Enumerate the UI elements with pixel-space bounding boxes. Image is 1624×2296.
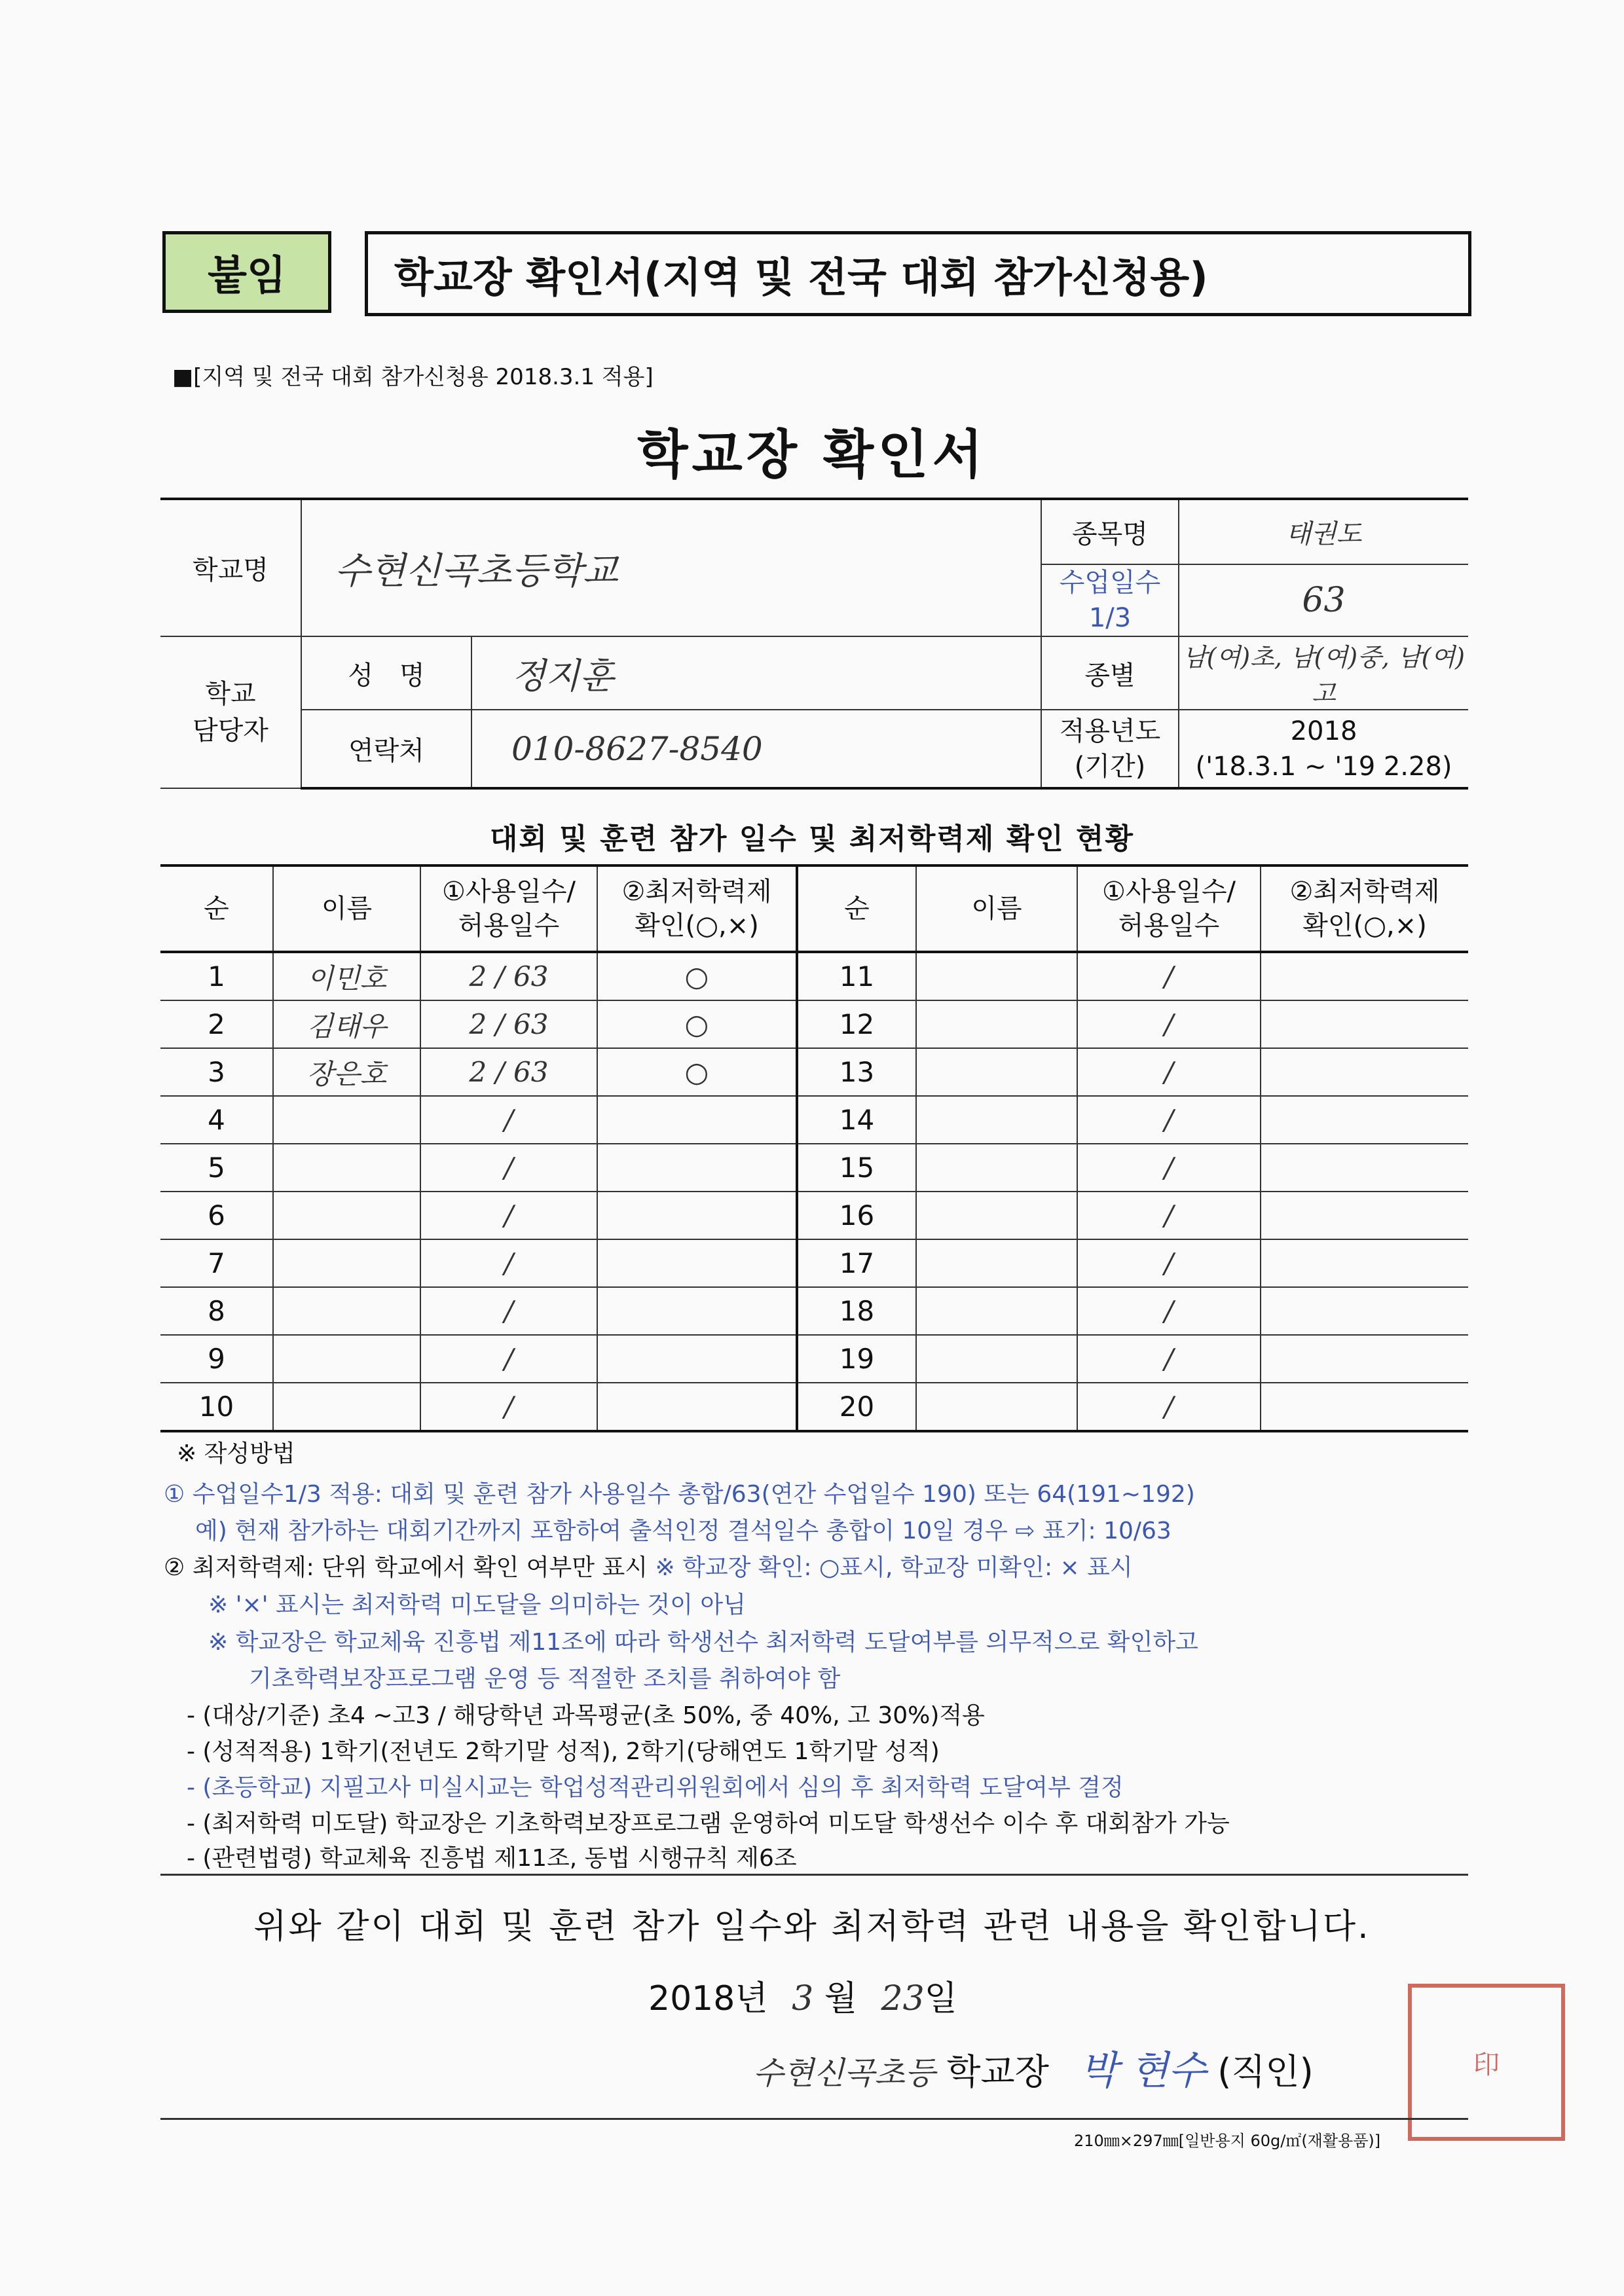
- row-no: 7: [160, 1239, 273, 1287]
- note-bullet-4: - (최저학력 미도달) 학교장은 기초학력보장프로그램 운영하여 미도달 학생선수 이수 후 대회참가 가능: [187, 1810, 1230, 1837]
- table-row: [160, 1096, 1468, 1144]
- row-min: ○: [597, 952, 797, 1000]
- signature-line: [753, 2039, 1314, 2096]
- row-days: /: [420, 1096, 597, 1144]
- contact-value: 010-8627-8540: [471, 710, 1041, 788]
- row-no-2: 19: [797, 1335, 916, 1383]
- table-row: [160, 1383, 1468, 1431]
- row-name-2: [916, 1239, 1077, 1287]
- row-name: [273, 1144, 420, 1192]
- school-value: 수현신곡초등학교: [301, 499, 1041, 636]
- row-days-2: /: [1077, 1335, 1261, 1383]
- event-label: 종목명: [1041, 499, 1179, 564]
- note-1b: 예) 현재 참가하는 대회기간까지 포함하여 출석인정 결석일수 총합이 10일 경우 ⇨ 표기: 10/63: [195, 1518, 1172, 1544]
- document-title: 학교장 확인서(지역 및 전국 대회 참가신청용): [365, 231, 1471, 316]
- row-name-2: [916, 1000, 1077, 1048]
- main-title: 학교장 확인서: [637, 424, 987, 485]
- list-title: 대회 및 훈련 참가 일수 및 최저학력제 확인 현황: [489, 822, 1135, 856]
- row-no: 4: [160, 1096, 273, 1144]
- row-name-2: [916, 952, 1077, 1000]
- note-2a: ② 최저학력제: 단위 학교에서 확인 여부만 표시 ※ 학교장 확인: ○표시, 학교장 미확인: × 표시: [164, 1554, 1133, 1581]
- row-name-2: [916, 1383, 1077, 1431]
- row-name: [273, 1192, 420, 1239]
- row-min-2: [1261, 952, 1468, 1000]
- name-value: 정지훈: [471, 636, 1041, 710]
- type-value: 남(여)초, 남(여)중, 남(여)고: [1179, 636, 1468, 710]
- row-days: /: [420, 1335, 597, 1383]
- days-value: 63: [1179, 564, 1468, 636]
- row-name: [273, 1287, 420, 1335]
- table-row: [160, 1048, 1468, 1096]
- row-min-2: [1261, 1239, 1468, 1287]
- note-bullet-1: - (대상/기준) 초4 ~고3 / 해당학년 과목평균(초 50%, 중 40%, 고 30%)적용: [187, 1702, 985, 1729]
- row-name-2: [916, 1048, 1077, 1096]
- row-days-2: /: [1077, 1000, 1261, 1048]
- row-no: 2: [160, 1000, 273, 1048]
- notes-heading: ※ 작성방법: [177, 1440, 295, 1467]
- header-no: 순: [160, 866, 273, 952]
- row-name-2: [916, 1096, 1077, 1144]
- row-days-2: /: [1077, 1144, 1261, 1192]
- row-days: /: [420, 1144, 597, 1192]
- confirm-statement: 위와 같이 대회 및 훈련 참가 일수와 최저학력 관련 내용을 확인합니다.: [253, 1907, 1371, 1946]
- official-seal-icon: 印: [1408, 1984, 1565, 2141]
- row-min: [597, 1144, 797, 1192]
- signature-school: 수현신곡초등: [753, 2055, 936, 2092]
- row-name-2: [916, 1144, 1077, 1192]
- row-name-2: [916, 1287, 1077, 1335]
- row-days: 2 / 63: [420, 952, 597, 1000]
- row-days: /: [420, 1287, 597, 1335]
- manager-label: 학교 담당자: [160, 636, 301, 788]
- row-no-2: 17: [797, 1239, 916, 1287]
- row-no-2: 13: [797, 1048, 916, 1096]
- row-name: 이민호: [273, 952, 420, 1000]
- row-no: 8: [160, 1287, 273, 1335]
- signature-title: 학교장: [946, 2051, 1049, 2092]
- type-label: 종별: [1041, 636, 1179, 710]
- table-row: [160, 952, 1468, 1000]
- row-days: 2 / 63: [420, 1048, 597, 1096]
- contact-label: 연락처: [301, 710, 471, 788]
- header-days: ①사용일수/ 허용일수: [420, 866, 597, 952]
- sub-label: ■[지역 및 전국 대회 참가신청용 2018.3.1 적용]: [172, 364, 654, 390]
- row-min-2: [1261, 1000, 1468, 1048]
- header-name: 이름: [273, 866, 420, 952]
- divider: [160, 1874, 1468, 1876]
- row-days-2: /: [1077, 1048, 1261, 1096]
- row-no: 6: [160, 1192, 273, 1239]
- row-min: [597, 1287, 797, 1335]
- row-name-2: [916, 1335, 1077, 1383]
- row-days-2: /: [1077, 1239, 1261, 1287]
- note-2c: ※ 학교장은 학교체육 진흥법 제11조에 따라 학생선수 최저학력 도달여부를 의무적으로 확인하고: [208, 1629, 1198, 1656]
- row-name-2: [916, 1192, 1077, 1239]
- row-no: 10: [160, 1383, 273, 1431]
- attachment-tag: 붙임: [162, 231, 331, 313]
- header-no-2: 순: [797, 866, 916, 952]
- paper-spec: 210㎜×297㎜[일반용지 60g/㎡(재활용품)]: [1074, 2132, 1381, 2150]
- table-row: [160, 1239, 1468, 1287]
- row-days-2: /: [1077, 1096, 1261, 1144]
- divider: [160, 2118, 1468, 2120]
- row-name: [273, 1096, 420, 1144]
- table-header-row: [160, 866, 1468, 952]
- row-no-2: 20: [797, 1383, 916, 1431]
- row-min: ○: [597, 1048, 797, 1096]
- participation-table: [160, 864, 1468, 1432]
- row-name: [273, 1239, 420, 1287]
- row-name: 장은호: [273, 1048, 420, 1096]
- row-no: 9: [160, 1335, 273, 1383]
- row-no: 1: [160, 952, 273, 1000]
- note-2d: 기초학력보장프로그램 운영 등 적절한 조치를 취하여야 함: [249, 1666, 841, 1692]
- row-name: [273, 1383, 420, 1431]
- row-min-2: [1261, 1048, 1468, 1096]
- row-days-2: /: [1077, 1192, 1261, 1239]
- table-row: [160, 1335, 1468, 1383]
- year-label: 적용년도 (기간): [1041, 710, 1179, 788]
- note-2b: ※ '×' 표시는 최저학력 미도달을 의미하는 것이 아님: [208, 1592, 746, 1618]
- row-min: [597, 1335, 797, 1383]
- row-days: /: [420, 1239, 597, 1287]
- row-days-2: /: [1077, 1287, 1261, 1335]
- row-min-2: [1261, 1192, 1468, 1239]
- row-no-2: 16: [797, 1192, 916, 1239]
- row-min: [597, 1096, 797, 1144]
- row-min-2: [1261, 1383, 1468, 1431]
- note-bullet-3: - (초등학교) 지필고사 미실시교는 학업성적관리위원회에서 심의 후 최저학력 도달여부 결정: [187, 1774, 1124, 1801]
- days-label: 수업일수 1/3: [1041, 564, 1179, 636]
- row-min-2: [1261, 1096, 1468, 1144]
- note-1a: ① 수업일수1/3 적용: 대회 및 훈련 참가 사용일수 총합/63(연간 수업일수 190) 또는 64(191~192): [164, 1481, 1195, 1508]
- header-min: ②최저학력제 확인(○,×): [597, 866, 797, 952]
- event-value: 태권도: [1179, 499, 1468, 564]
- row-no-2: 15: [797, 1144, 916, 1192]
- row-name: 김태우: [273, 1000, 420, 1048]
- row-min: [597, 1383, 797, 1431]
- row-min-2: [1261, 1335, 1468, 1383]
- year-value: 2018 ('18.3.1 ~ '19 2.28): [1179, 710, 1468, 788]
- row-days-2: /: [1077, 952, 1261, 1000]
- school-label: 학교명: [160, 499, 301, 636]
- header-name-2: 이름: [916, 866, 1077, 952]
- note-bullet-5: - (관련법령) 학교체육 진흥법 제11조, 동법 시행규칙 제6조: [187, 1845, 797, 1872]
- header-min-2: ②최저학력제 확인(○,×): [1261, 866, 1468, 952]
- row-no: 5: [160, 1144, 273, 1192]
- row-min-2: [1261, 1287, 1468, 1335]
- signature-name: 박 현수: [1080, 2048, 1207, 2094]
- row-no-2: 18: [797, 1287, 916, 1335]
- row-no-2: 14: [797, 1096, 916, 1144]
- note-bullet-2: - (성적적용) 1학기(전년도 2학기말 성적), 2학기(당해연도 1학기말 성적): [187, 1738, 940, 1765]
- row-min: [597, 1192, 797, 1239]
- row-days: /: [420, 1192, 597, 1239]
- row-no-2: 11: [797, 952, 916, 1000]
- row-days: 2 / 63: [420, 1000, 597, 1048]
- seal-label: (직인): [1217, 2051, 1314, 2092]
- table-row: [160, 1144, 1468, 1192]
- name-label: 성 명: [301, 636, 471, 710]
- row-min-2: [1261, 1144, 1468, 1192]
- row-days-2: /: [1077, 1383, 1261, 1431]
- header-days-2: ①사용일수/ 허용일수: [1077, 866, 1261, 952]
- info-table: [160, 498, 1468, 790]
- table-row: [160, 1192, 1468, 1239]
- table-row: [160, 1000, 1468, 1048]
- row-no: 3: [160, 1048, 273, 1096]
- row-min: ○: [597, 1000, 797, 1048]
- row-min: [597, 1239, 797, 1287]
- table-row: [160, 1287, 1468, 1335]
- date-line: 2018년 3 월 23일: [648, 1979, 957, 2018]
- row-days: /: [420, 1383, 597, 1431]
- row-name: [273, 1335, 420, 1383]
- row-no-2: 12: [797, 1000, 916, 1048]
